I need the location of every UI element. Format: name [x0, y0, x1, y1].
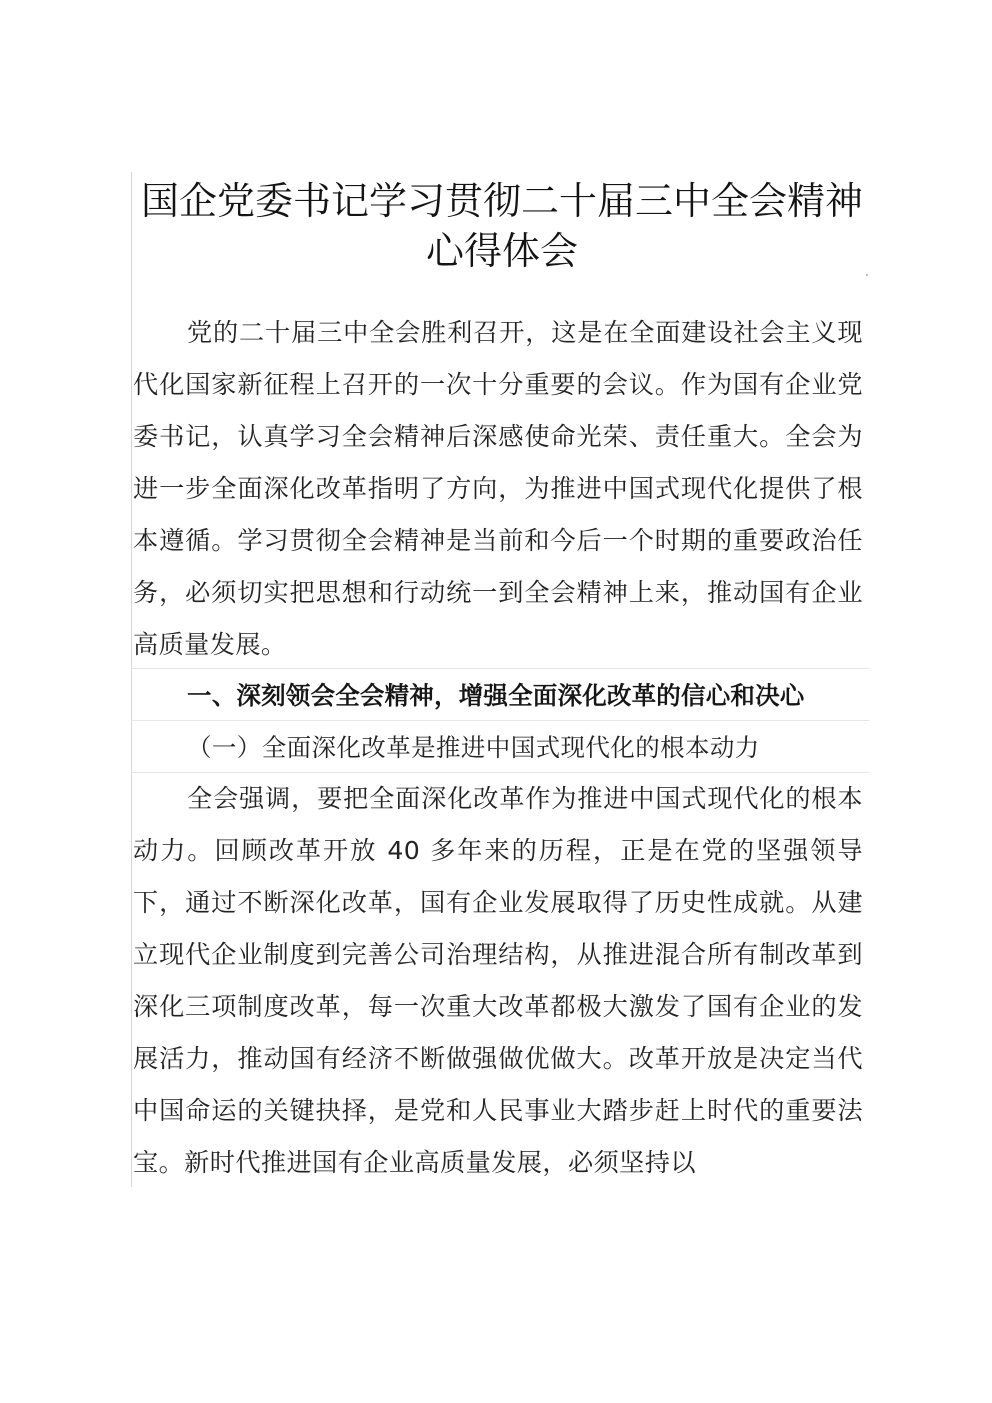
scan-separator — [131, 720, 869, 721]
intro-paragraph: 党的二十届三中全会胜利召开，这是在全面建设社会主义现代化国家新征程上召开的一次十分重要的会议。作为国有企业党委书记，认真学习全会精神后深感使命光荣、责任重大。全会为进一步全面深化改革指明了方向，为推进中国式现代化提供了根本遵循。学习贯彻全会精神是当前和今后一个时期的重要政治任务，必须切实把思想和行动统一到全会精神上来，推动国有企业高质量发展。 — [133, 318, 863, 659]
body-paragraph: 全会强调，要把全面深化改革作为推进中国式现代化的根本动力。回顾改革开放 40 多年来的历程，正是在党的坚强领导下，通过不断深化改革，国有企业发展取得了历史性成就。从建立现代企业制度到完善公司治理结构，从推进混合所有制改革到深化三项制度改革，每一次重大改革都极大激发了国有企业的发展活力，推动国有经济不断做强做优做大。改革开放是决定当代中国命运的关键抉择，是党和人民事业大踏步赶上时代的重要法宝。新时代推进国有企业高质量发展，必须坚持以 — [133, 784, 863, 1177]
scan-left-rule — [131, 172, 132, 1187]
document-title: 国企党委书记学习贯彻二十届三中全会精神心得体会 — [140, 179, 863, 273]
subsection-heading: （一）全面深化改革是推进中国式现代化的根本动力 — [187, 733, 760, 762]
section-heading: 一、深刻领会全会精神，增强全面深化改革的信心和决心 — [187, 681, 805, 710]
scan-separator — [131, 668, 869, 669]
